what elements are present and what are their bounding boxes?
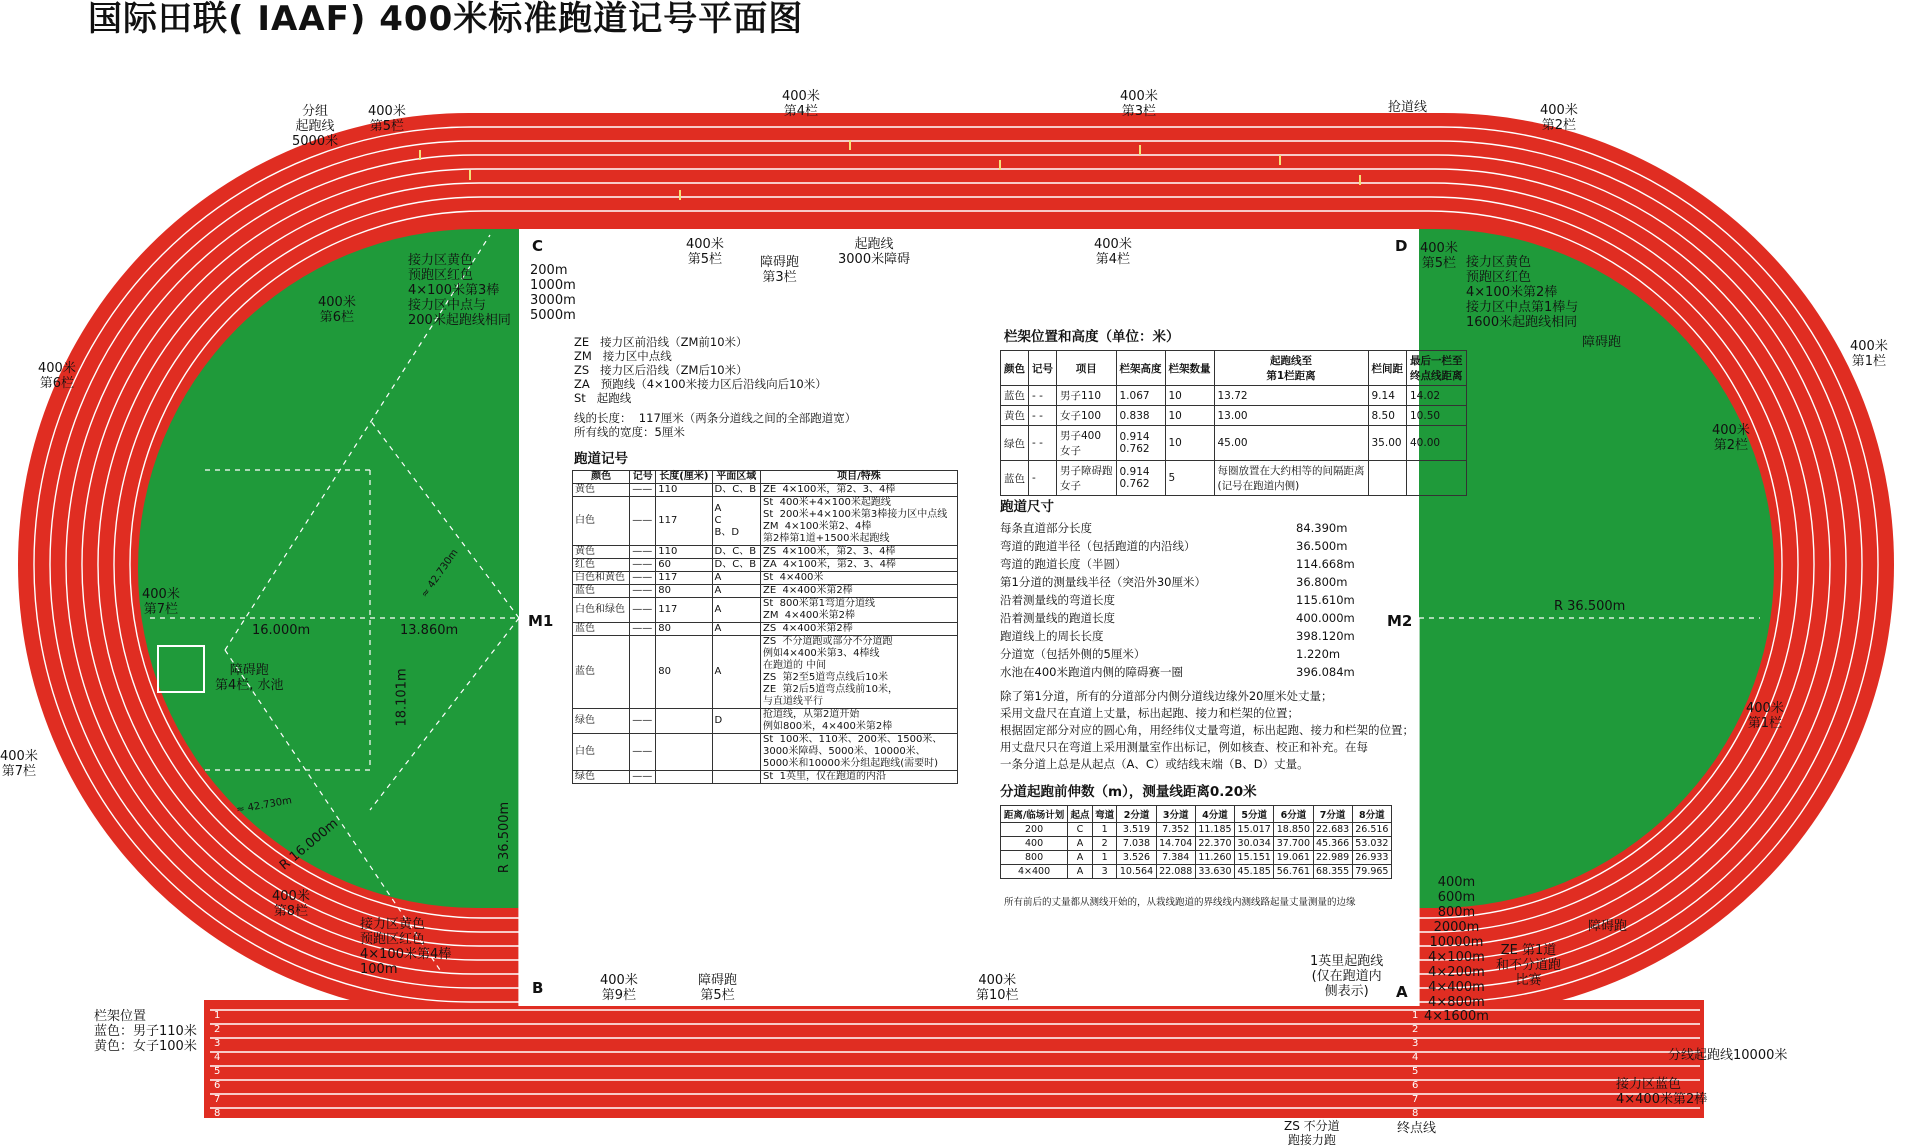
marks-table-row <box>573 623 958 636</box>
hurdle-table-header-cell: 栏间距 <box>1368 351 1407 386</box>
svg-text:3: 3 <box>1412 1038 1419 1049</box>
dims-label: 沿着测量线的弯道长度 <box>1000 593 1115 607</box>
label-mile-start: 1英里起跑线 (仅在跑道内 侧表示) <box>1310 954 1384 999</box>
marks-table-cell: 抢道线，从第2道开始 例如800米，4×400米第2棒 <box>760 709 957 734</box>
dims-label: 弯道的跑道长度（半圆） <box>1000 557 1127 571</box>
hurdle-table-cell: 10 <box>1165 406 1214 426</box>
label-split-10000: 分线起跑线10000米 <box>1668 1048 1788 1063</box>
left-hurdle-6: 400米 第6栏 <box>318 295 356 325</box>
stagger-table-cell: 19.061 <box>1274 851 1313 865</box>
marks-table-cell: 蓝色 <box>573 623 630 636</box>
hurdle-table-cell: 蓝色 <box>1001 461 1029 496</box>
stagger-table-cell: 1 <box>1092 851 1117 865</box>
label-hurdle-position: 栏架位置 蓝色：男子110米 黄色：女子100米 <box>94 1009 197 1054</box>
hurdle-table-header-cell: 颜色 <box>1001 351 1029 386</box>
hurdle-table-header-cell: 起跑线至 第1栏距离 <box>1214 351 1368 386</box>
stagger-table-header <box>1001 806 1392 823</box>
marker-M1: M1 <box>528 612 554 630</box>
stagger-table-cell: 22.989 <box>1313 851 1352 865</box>
center-steeple-3: 障碍跑 第3栏 <box>760 255 800 285</box>
marks-table-row <box>573 497 958 546</box>
left-diag-1: ≈ 42.730m <box>419 547 461 600</box>
stagger-table-cell: 68.355 <box>1313 865 1352 879</box>
hurdle-table-cell: - <box>1029 461 1057 496</box>
marks-table-row <box>573 771 958 784</box>
hurdle-table-header-cell: 栏架高度 <box>1116 351 1165 386</box>
right-steeple-2: 障碍跑 <box>1588 919 1628 934</box>
stagger-table-cell: 15.017 <box>1235 823 1274 837</box>
hurdle-table <box>1000 350 1467 496</box>
dims-label: 第1分道的测量线半径（突沿外30厘米） <box>1000 575 1206 589</box>
left-steeple-water: 障碍跑 第4栏, 水池 <box>215 663 284 693</box>
label-hurdle-3-top: 400米 第3栏 <box>1120 89 1158 119</box>
stagger-table-cell: 33.630 <box>1195 865 1234 879</box>
left-hurdle-7: 400米 第7栏 <box>142 587 180 617</box>
marks-table-cell: 黄色 <box>573 546 630 559</box>
note-line: 采用文盘尺在直道上丈量，标出起跑、接力和栏架的位置； <box>1000 706 1299 720</box>
marks-table-cell: 绿色 <box>573 709 630 734</box>
stagger-table-cell: 7.384 <box>1156 851 1195 865</box>
marks-table-row <box>573 572 958 585</box>
dims-label: 分道宽（包括外侧的5厘米） <box>1000 647 1146 661</box>
marks-table-cell: 红色 <box>573 559 630 572</box>
svg-text:5: 5 <box>214 1066 221 1077</box>
hurdle-table-header-cell: 项目 <box>1057 351 1117 386</box>
stagger-table-cell: 14.704 <box>1156 837 1195 851</box>
marker-B: B <box>532 979 544 997</box>
note-line: 一条分道上总是从起点（A、C）或结线末端（B、D）丈量。 <box>1000 757 1309 771</box>
left-radius-16: R 16.000m <box>276 816 342 874</box>
stagger-table-cell: 4×400 <box>1001 865 1068 879</box>
stagger-table-cell: 26.516 <box>1352 823 1391 837</box>
marks-table-cell: —— <box>630 484 656 497</box>
stagger-table-cell: 18.850 <box>1274 823 1313 837</box>
svg-text:2: 2 <box>214 1024 221 1035</box>
svg-text:8: 8 <box>1412 1108 1419 1119</box>
dims-label: 跑道线上的周长长度 <box>1000 629 1104 643</box>
marks-table-cell: A <box>712 598 760 623</box>
svg-text:6: 6 <box>1412 1080 1419 1091</box>
marks-table-cell: St 1英里，仅在跑道的内沿 <box>760 771 957 784</box>
dims-value: 84.390m <box>1296 521 1348 535</box>
dims-value: 396.084m <box>1296 665 1355 679</box>
hurdle-table-cell: - - <box>1029 426 1057 461</box>
marks-table-cell: 白色和黄色 <box>573 572 630 585</box>
center-bottom-hurdle-9: 400米 第9栏 <box>600 973 638 1003</box>
stagger-table-cell: A <box>1068 837 1093 851</box>
marks-table-cell: —— <box>630 623 656 636</box>
hurdle-title: 栏架位置和高度（单位：米） <box>1004 329 1180 345</box>
stagger-table-cell: 10.564 <box>1117 865 1156 879</box>
stagger-table-cell: 3.526 <box>1117 851 1156 865</box>
dims-value: 36.500m <box>1296 539 1348 553</box>
hurdle-table-cell: 45.00 <box>1214 426 1368 461</box>
left-hurdle-8: 400米 第8栏 <box>272 889 310 919</box>
hurdle-table-cell: 黄色 <box>1001 406 1029 426</box>
left-relay-zone-2: 接力区黄色 预跑区红色 4×100米第4棒 100m <box>360 917 452 977</box>
hurdle-table-header <box>1001 351 1467 386</box>
svg-text:3: 3 <box>214 1038 221 1049</box>
zone-legend-4: St 起跑线 <box>574 391 632 405</box>
marks-table-cell: A <box>712 623 760 636</box>
hurdle-table-cell: 男子障碍跑 女子 <box>1057 461 1117 496</box>
stagger-table-cell: 3 <box>1092 865 1117 879</box>
marker-M2: M2 <box>1387 612 1413 630</box>
dims-value: 398.120m <box>1296 629 1355 643</box>
hurdle-table-cell: 0.838 <box>1116 406 1165 426</box>
stagger-table-cell: 7.352 <box>1156 823 1195 837</box>
marks-table-cell: D、C、B <box>712 546 760 559</box>
marks-table-cell: St 400米+4×100米起跑线 St 200米+4×100米第3棒接力区中点线 ZM 4×100米第2、4棒 第2棒第1道+1500米起跑线 <box>760 497 957 546</box>
stagger-table-row <box>1001 837 1392 851</box>
dims-label: 水池在400米跑道内侧的障碍赛一圈 <box>1000 665 1183 679</box>
marks-table-cell: D <box>712 709 760 734</box>
marks-table-row <box>573 559 958 572</box>
stagger-table-cell: 26.933 <box>1352 851 1391 865</box>
line-width-note: 所有线的宽度：5厘米 <box>574 425 685 439</box>
marks-table-cell: 110 <box>656 484 712 497</box>
marks-table-cell: A C B、D <box>712 497 760 546</box>
svg-text:8: 8 <box>214 1108 221 1119</box>
stagger-table-header-cell: 8分道 <box>1352 806 1391 823</box>
right-radius: R 36.500m <box>1554 599 1626 614</box>
hurdle-table-cell <box>1407 461 1467 496</box>
panel-footer: 所有前后的丈量都从测线开始的，从栽线跑道的界线线内测线路起量丈量测量的边缘 <box>1004 897 1356 908</box>
center-bottom-steeple: 障碍跑 第5栏 <box>698 973 738 1003</box>
marks-table-cell: ZE 4×400米第2棒 <box>760 585 957 598</box>
marks-table-cell <box>656 709 712 734</box>
marks-table-cell: —— <box>630 709 656 734</box>
svg-text:6: 6 <box>214 1080 221 1091</box>
marks-table-cell <box>656 734 712 771</box>
label-relay-bottom: 接力区蓝色 4×400米第2棒 <box>1616 1077 1708 1107</box>
stagger-table-row <box>1001 851 1392 865</box>
stagger-table-cell: 800 <box>1001 851 1068 865</box>
hurdle-table-cell: 10 <box>1165 426 1214 461</box>
track-bottom-extension-left <box>204 1000 324 1118</box>
hurdle-table-row <box>1001 461 1467 496</box>
marks-table-header-cell: 颜色 <box>573 471 630 484</box>
marks-table-header-cell: 记号 <box>630 471 656 484</box>
marks-table-cell: 蓝色 <box>573 585 630 598</box>
dims-label: 沿着测量线的跑道长度 <box>1000 611 1115 625</box>
marks-table-row <box>573 598 958 623</box>
marks-table-cell: A <box>712 585 760 598</box>
right-hurdle-5: 400米 第5栏 <box>1420 241 1458 271</box>
hurdle-table-row <box>1001 426 1467 461</box>
marks-table-cell: D、C、B <box>712 559 760 572</box>
hurdle-table-cell: 14.02 <box>1407 386 1467 406</box>
stagger-table-row <box>1001 823 1392 837</box>
dims-label: 每条直道部分长度 <box>1000 521 1092 535</box>
hurdle-table-cell: 10 <box>1165 386 1214 406</box>
left-dist-18: 18.101m <box>394 668 410 727</box>
label-hurdle-4-top: 400米 第4栏 <box>782 89 820 119</box>
hurdle-table-cell: 10.50 <box>1407 406 1467 426</box>
hurdle-table-header-cell: 栏架数量 <box>1165 351 1214 386</box>
label-hurdle-7-left: 400米 第7栏 <box>0 749 38 779</box>
svg-text:4: 4 <box>1412 1052 1419 1063</box>
marker-A: A <box>1396 983 1408 1001</box>
marks-table-cell: 117 <box>656 572 712 585</box>
marker-C: C <box>532 237 544 255</box>
stagger-title: 分道起跑前伸数（m），测量线距离0.20米 <box>1000 784 1257 800</box>
hurdle-table-cell: 8.50 <box>1368 406 1407 426</box>
stagger-table-cell: 1 <box>1092 823 1117 837</box>
marks-table-cell: —— <box>630 585 656 598</box>
stagger-table-header-cell: 3分道 <box>1156 806 1195 823</box>
marks-table-header-cell: 项目/特殊 <box>760 471 957 484</box>
right-distances: 400m 600m 800m 2000m 10000m 4×100m 4×200m 4×400m 4×800m 4×1600m <box>1424 875 1489 1025</box>
marks-table-header <box>573 471 958 484</box>
stagger-table-header-cell: 2分道 <box>1117 806 1156 823</box>
hurdle-table-cell: 每圈放置在大约相等的间隔距离 (记号在跑道内侧) <box>1214 461 1368 496</box>
marks-table-row <box>573 734 958 771</box>
marks-table-row <box>573 709 958 734</box>
marks-table-cell: 117 <box>656 598 712 623</box>
marks-table-cell <box>630 636 656 709</box>
right-hurdle-2: 400米 第2栏 <box>1712 423 1750 453</box>
marks-table-cell: St 800米第1弯道分道线 ZM 4×400米第2棒 <box>760 598 957 623</box>
marks-table-cell <box>656 771 712 784</box>
marker-D: D <box>1395 237 1408 255</box>
marks-table-cell <box>712 734 760 771</box>
dims-value: 115.610m <box>1296 593 1355 607</box>
hurdle-table-header-cell: 最后一栏至 终点线距离 <box>1407 351 1467 386</box>
svg-text:5: 5 <box>1412 1066 1419 1077</box>
left-dist-13: 13.860m <box>400 623 459 638</box>
svg-text:7: 7 <box>1412 1094 1419 1105</box>
hurdle-table-cell: 男子110 <box>1057 386 1117 406</box>
label-hurdle-5-top: 400米 第5栏 <box>368 104 406 134</box>
marks-table-cell: ZA 4×100米，第2、3、4棒 <box>760 559 957 572</box>
marks-table-cell: 蓝色 <box>573 636 630 709</box>
stagger-table-cell: 53.032 <box>1352 837 1391 851</box>
dims-label: 弯道的跑道半径（包括跑道的内沿线） <box>1000 539 1196 553</box>
zone-legend-1: ZM 接力区中点线 <box>574 349 672 363</box>
marks-table-cell: 白色 <box>573 734 630 771</box>
hurdle-table-cell: - - <box>1029 386 1057 406</box>
note-line: 除了第1分道，所有的分道部分内侧分道线边缘外20厘米处丈量； <box>1000 689 1333 703</box>
marks-table <box>572 470 958 784</box>
hurdle-table-cell: 5 <box>1165 461 1214 496</box>
marks-table-row <box>573 585 958 598</box>
stagger-table-cell: 400 <box>1001 837 1068 851</box>
svg-text:1: 1 <box>214 1010 221 1021</box>
marks-table-cell: 110 <box>656 546 712 559</box>
hurdle-table-cell: 40.00 <box>1407 426 1467 461</box>
marks-table-cell: A <box>712 636 760 709</box>
zone-legend-3: ZA 预跑线（4×100米接力区后沿线向后10米） <box>574 377 827 391</box>
hurdle-table-header-cell: 记号 <box>1029 351 1057 386</box>
stagger-table-cell: 2 <box>1092 837 1117 851</box>
svg-text:1: 1 <box>1412 1010 1419 1021</box>
svg-text:4: 4 <box>214 1052 221 1063</box>
left-relay-zone: 接力区黄色 预跑区红色 4×100米第3棒 接力区中点与 200米起跑线相同 <box>408 253 511 328</box>
stagger-table-cell: 200 <box>1001 823 1068 837</box>
stagger-table-cell: 56.761 <box>1274 865 1313 879</box>
hurdle-table-cell: 13.72 <box>1214 386 1368 406</box>
center-hurdle-5: 400米 第5栏 <box>686 237 724 267</box>
dims-value: 36.800m <box>1296 575 1348 589</box>
hurdle-table-cell: 35.00 <box>1368 426 1407 461</box>
center-bottom-hurdle-10: 400米 第10栏 <box>976 973 1019 1003</box>
marks-table-cell: 80 <box>656 636 712 709</box>
stagger-table-header-cell: 4分道 <box>1195 806 1234 823</box>
note-line: 根据固定部分对应的圆心角，用经纬仪丈量弯道，标出起跑、接力和栏架的位置； <box>1000 723 1414 737</box>
label-finish-line: 终点线 <box>1397 1121 1437 1136</box>
marks-table-row <box>573 636 958 709</box>
hurdle-table-cell: 0.914 0.762 <box>1116 426 1165 461</box>
marks-table-cell: 60 <box>656 559 712 572</box>
marks-table-cell: ZS 4×400米第2棒 <box>760 623 957 636</box>
stagger-table-cell: 30.034 <box>1235 837 1274 851</box>
stagger-table-cell: 11.185 <box>1195 823 1234 837</box>
hurdle-table-cell: 1.067 <box>1116 386 1165 406</box>
zone-legend-2: ZS 接力区后沿线（ZM后10米） <box>574 363 748 377</box>
left-diag-2: ≈ 42.730m <box>235 795 293 816</box>
hurdle-table-cell: 女子100 <box>1057 406 1117 426</box>
stagger-table-cell: A <box>1068 865 1093 879</box>
marks-table-cell: 80 <box>656 623 712 636</box>
marks-table-cell: 绿色 <box>573 771 630 784</box>
stagger-table-header-cell: 弯道 <box>1092 806 1117 823</box>
dims-value: 114.668m <box>1296 557 1355 571</box>
marks-table-cell: 黄色 <box>573 484 630 497</box>
right-zs: ZE 第1道 和不分道跑 比赛 <box>1496 943 1562 988</box>
marks-table-cell: 白色和绿色 <box>573 598 630 623</box>
marks-table-cell: —— <box>630 734 656 771</box>
label-break-line: 抢道线 <box>1388 100 1428 115</box>
zone-legend-0: ZE 接力区前沿线（ZM前10米） <box>574 335 748 349</box>
stagger-table-cell: 3.519 <box>1117 823 1156 837</box>
page-title: 国际田联( IAAF) 400米标准跑道记号平面图 <box>88 0 804 39</box>
stagger-table-cell: 15.151 <box>1235 851 1274 865</box>
marks-table-cell: —— <box>630 598 656 623</box>
hurdle-table-row <box>1001 406 1467 426</box>
hurdle-table-cell: 男子400 女子 <box>1057 426 1117 461</box>
dims-value: 1.220m <box>1296 647 1341 661</box>
right-hurdle-1: 400米 第1栏 <box>1746 701 1784 731</box>
marks-table-cell: ZE 4×100米，第2、3、4棒 <box>760 484 957 497</box>
marks-table-cell: A <box>712 572 760 585</box>
center-left-distances: 200m 1000m 3000m 5000m <box>530 263 576 323</box>
stagger-table-header-cell: 5分道 <box>1235 806 1274 823</box>
label-hurdle-1-right: 400米 第1栏 <box>1850 339 1888 369</box>
stagger-table-header-cell: 起点 <box>1068 806 1093 823</box>
label-split-5000: 分组 起跑线 5000米 <box>292 104 339 149</box>
stagger-table-header-cell: 7分道 <box>1313 806 1352 823</box>
stagger-table-row <box>1001 865 1392 879</box>
stagger-table-cell: 45.366 <box>1313 837 1352 851</box>
marks-table-cell: —— <box>630 771 656 784</box>
marks-table-row <box>573 484 958 497</box>
marks-table-cell <box>712 771 760 784</box>
stagger-table-header-cell: 距离/临场计划 <box>1001 806 1068 823</box>
right-relay-zone: 接力区黄色 预跑区红色 4×100米第2棒 接力区中点第1棒与 1600米起跑线相同 <box>1466 255 1579 330</box>
marks-table-header-cell: 长度(厘米) <box>656 471 712 484</box>
marks-table-cell: St 100米、110米、200米、1500米、 3000米障碍、5000米、10000米、 5000米和10000米分组起跑线(需要时) <box>760 734 957 771</box>
hurdle-table-cell: 13.00 <box>1214 406 1368 426</box>
stagger-table-cell: 22.683 <box>1313 823 1352 837</box>
marks-table-row <box>573 546 958 559</box>
marks-table-cell: 80 <box>656 585 712 598</box>
right-steeple: 障碍跑 <box>1582 335 1622 350</box>
marks-table-cell: ZS 4×100米，第2、3、4棒 <box>760 546 957 559</box>
marks-table-cell: —— <box>630 546 656 559</box>
marks-table-cell: 白色 <box>573 497 630 546</box>
label-zs-bottom: ZS 不分道 跑接力跑 <box>1284 1119 1340 1147</box>
stagger-table-cell: 45.185 <box>1235 865 1274 879</box>
stagger-table-cell: 22.088 <box>1156 865 1195 879</box>
marks-table-cell: ZS 不分道跑或部分不分道跑 例如4×400米第3、4棒线 在跑道的 中间 ZS 第2至5道弯点线后10米 ZE 第2后5道弯点线前10米， 与直道线平行 <box>760 636 957 709</box>
center-hurdle-4: 400米 第4栏 <box>1094 237 1132 267</box>
stagger-table-cell: 11.260 <box>1195 851 1234 865</box>
stagger-table-cell: A <box>1068 851 1093 865</box>
center-start-3000: 起跑线 3000米障碍 <box>838 237 911 267</box>
hurdle-table-row <box>1001 386 1467 406</box>
marks-table-cell: —— <box>630 497 656 546</box>
hurdle-table-cell: 蓝色 <box>1001 386 1029 406</box>
hurdle-table-cell: - - <box>1029 406 1057 426</box>
left-radius-36: R 36.500m <box>497 801 513 874</box>
stagger-table-cell: 7.038 <box>1117 837 1156 851</box>
svg-text:2: 2 <box>1412 1024 1419 1035</box>
marks-table-cell: St 4×400米 <box>760 572 957 585</box>
line-length-note: 线的长度： 117厘米（两条分道线之间的全部跑道宽） <box>574 411 857 425</box>
stagger-table <box>1000 805 1392 879</box>
left-dist-16: 16.000m <box>252 623 311 638</box>
marks-table-cell: —— <box>630 572 656 585</box>
stagger-table-cell: C <box>1068 823 1093 837</box>
dims-title: 跑道尺寸 <box>1000 499 1054 515</box>
dims-value: 400.000m <box>1296 611 1355 625</box>
stagger-table-cell: 22.370 <box>1195 837 1234 851</box>
marks-table-cell: D、C、B <box>712 484 760 497</box>
note-line: 用丈盘尺只在弯道上采用测量室作出标记，例如核查、校正和补充。在每 <box>1000 740 1368 754</box>
marks-table-cell: 117 <box>656 497 712 546</box>
hurdle-table-cell <box>1368 461 1407 496</box>
marks-title: 跑道记号 <box>574 451 628 467</box>
marks-table-header-cell: 平面区域 <box>712 471 760 484</box>
stagger-table-cell: 79.965 <box>1352 865 1391 879</box>
svg-text:7: 7 <box>214 1094 221 1105</box>
hurdle-table-cell: 9.14 <box>1368 386 1407 406</box>
marks-table-cell: —— <box>630 559 656 572</box>
stagger-table-header-cell: 6分道 <box>1274 806 1313 823</box>
label-hurdle-2-top: 400米 第2栏 <box>1540 103 1578 133</box>
label-hurdle-6-left: 400米 第6栏 <box>38 361 76 391</box>
hurdle-table-cell: 0.914 0.762 <box>1116 461 1165 496</box>
stagger-table-cell: 37.700 <box>1274 837 1313 851</box>
hurdle-table-cell: 绿色 <box>1001 426 1029 461</box>
